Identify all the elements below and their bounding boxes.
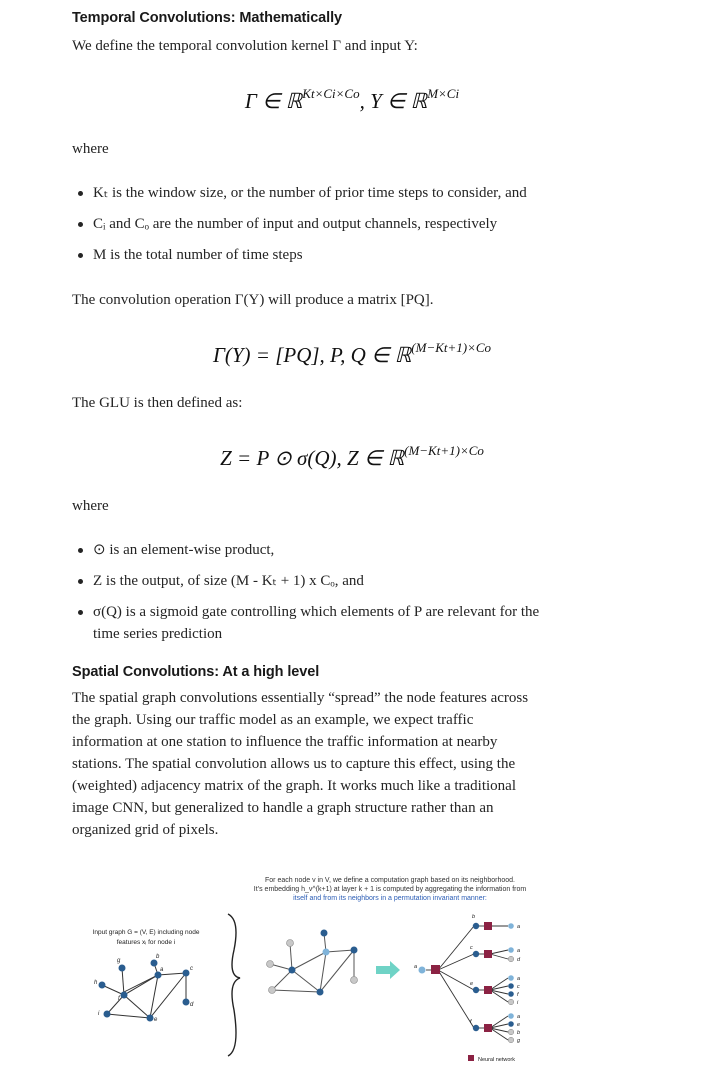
caption-line-1: For each node v in V, we define a computation graph based on its neighborhood.	[265, 877, 515, 884]
svg-text:d: d	[517, 957, 521, 963]
svg-text:a: a	[517, 1014, 521, 1020]
svg-text:e: e	[517, 1022, 521, 1028]
svg-text:a: a	[160, 967, 164, 973]
svg-text:e: e	[470, 981, 474, 987]
bullet-item: Cᵢ and Cₒ are the number of input and output channels, respectively	[72, 213, 542, 235]
tree-nodes	[419, 922, 514, 1043]
bullet-list-2	[72, 539, 542, 645]
brace-icon	[228, 914, 240, 1056]
svg-text:f: f	[517, 992, 519, 998]
figure-svg	[72, 860, 542, 1080]
bullet-item: ⊙ is an element-wise product,	[72, 539, 542, 561]
where-text-1: where	[72, 141, 109, 157]
bullet-item: Z is the output, of size (M - Kₜ + 1) x Cₒ, and	[72, 570, 542, 592]
svg-text:c: c	[470, 945, 473, 951]
input-graph-edges	[102, 963, 186, 1018]
middle-graph-edges	[270, 933, 354, 992]
glu-text: The GLU is then defined as:	[72, 395, 243, 411]
input-graph-label-2: features xᵢ for node i	[116, 939, 176, 946]
eq1-lhs: Γ ∈ ℝ	[244, 89, 303, 113]
section-heading-spatial: Spatial Convolutions: At a high level	[72, 664, 320, 680]
eq1-lhs-sup: Kt×Ci×Co	[302, 86, 360, 101]
svg-text:e: e	[154, 1017, 158, 1023]
svg-text:g: g	[517, 1038, 521, 1044]
temporal-heading-block	[72, 10, 542, 26]
where-label-1	[72, 138, 542, 160]
svg-text:b: b	[472, 914, 476, 920]
intro-text: We define the temporal convolution kernel Γ and input Y:	[72, 38, 418, 54]
svg-text:i: i	[517, 1000, 519, 1006]
equation-glu	[0, 443, 704, 471]
section-heading-temporal: Temporal Convolutions: Mathematically	[72, 10, 342, 26]
svg-text:b: b	[517, 1030, 521, 1036]
where-label-2	[72, 495, 542, 517]
legend-nn-swatch	[468, 1055, 474, 1061]
eq1-rhs-sup: M×Ci	[427, 86, 460, 101]
spatial-heading-block	[72, 664, 542, 680]
bullet-item: σ(Q) is a sigmoid gate controlling which elements of P are relevant for the time series prediction	[72, 601, 542, 645]
svg-text:c: c	[190, 966, 193, 972]
intro-paragraph	[72, 35, 542, 57]
legend-label: Neural network	[478, 1057, 515, 1063]
gnn-computation-graph-figure	[72, 860, 542, 1080]
equation-kernel	[0, 86, 704, 114]
eq2-main: Γ(Y) = [PQ], P, Q ∈ ℝ	[212, 343, 412, 367]
nn-box	[484, 1024, 492, 1032]
svg-text:b: b	[156, 954, 160, 960]
bullet-item: Kₜ is the window size, or the number of prior time steps to consider, and	[72, 182, 542, 204]
tree-edges	[426, 926, 508, 1040]
svg-text:d: d	[190, 1002, 194, 1008]
svg-text:g: g	[117, 958, 121, 964]
svg-text:f: f	[118, 996, 120, 1002]
eq3-main: Z = P ⊙ σ(Q), Z ∈ ℝ	[220, 446, 405, 470]
bullet-item: M is the total number of time steps	[72, 244, 542, 266]
nn-box	[484, 986, 492, 994]
svg-text:a: a	[517, 924, 521, 930]
conv-text: The convolution operation Γ(Y) will produce a matrix [PQ].	[72, 292, 434, 308]
svg-text:h: h	[94, 980, 98, 986]
spatial-text: The spatial graph convolutions essentially “spread” the node features across the graph. Using our traffic model as an example, we expect traffic information at one station to influence the traffic information at nearby stations. The spatial convolution allows us to capture this effect, using the (weighted) adjacency matrix of the graph. It works much like a traditional image CNN, but generalized to handle a graph structure rather than an organized grid of pixels.	[72, 690, 529, 838]
input-graph-label-1: Input graph G = (V, E) including node	[92, 929, 200, 936]
glu-paragraph	[72, 392, 542, 414]
caption-line-3: itself and from its neighbors in a permutation invariant manner:	[293, 895, 487, 902]
svg-text:a: a	[414, 964, 418, 970]
svg-text:c: c	[517, 984, 520, 990]
svg-text:a: a	[517, 976, 521, 982]
spatial-paragraph	[72, 687, 542, 841]
conv-paragraph	[72, 289, 542, 311]
eq2-sup: (M−Kt+1)×Co	[411, 340, 492, 355]
nn-box	[484, 922, 492, 930]
svg-text:i: i	[98, 1011, 100, 1017]
nn-box	[431, 965, 440, 974]
nn-box	[484, 950, 492, 958]
eq3-sup: (M−Kt+1)×Co	[404, 443, 484, 458]
eq1-rhs: , Y ∈ ℝ	[359, 89, 428, 113]
svg-text:f: f	[470, 1019, 472, 1025]
svg-text:a: a	[517, 948, 521, 954]
where-text-2: where	[72, 498, 109, 514]
arrow-icon	[376, 961, 400, 979]
caption-line-2: It’s embedding h_v^(k+1) at layer k + 1 is computed by aggregating the information from	[253, 886, 527, 893]
equation-conv-output	[0, 340, 704, 368]
bullet-list-1	[72, 182, 542, 266]
